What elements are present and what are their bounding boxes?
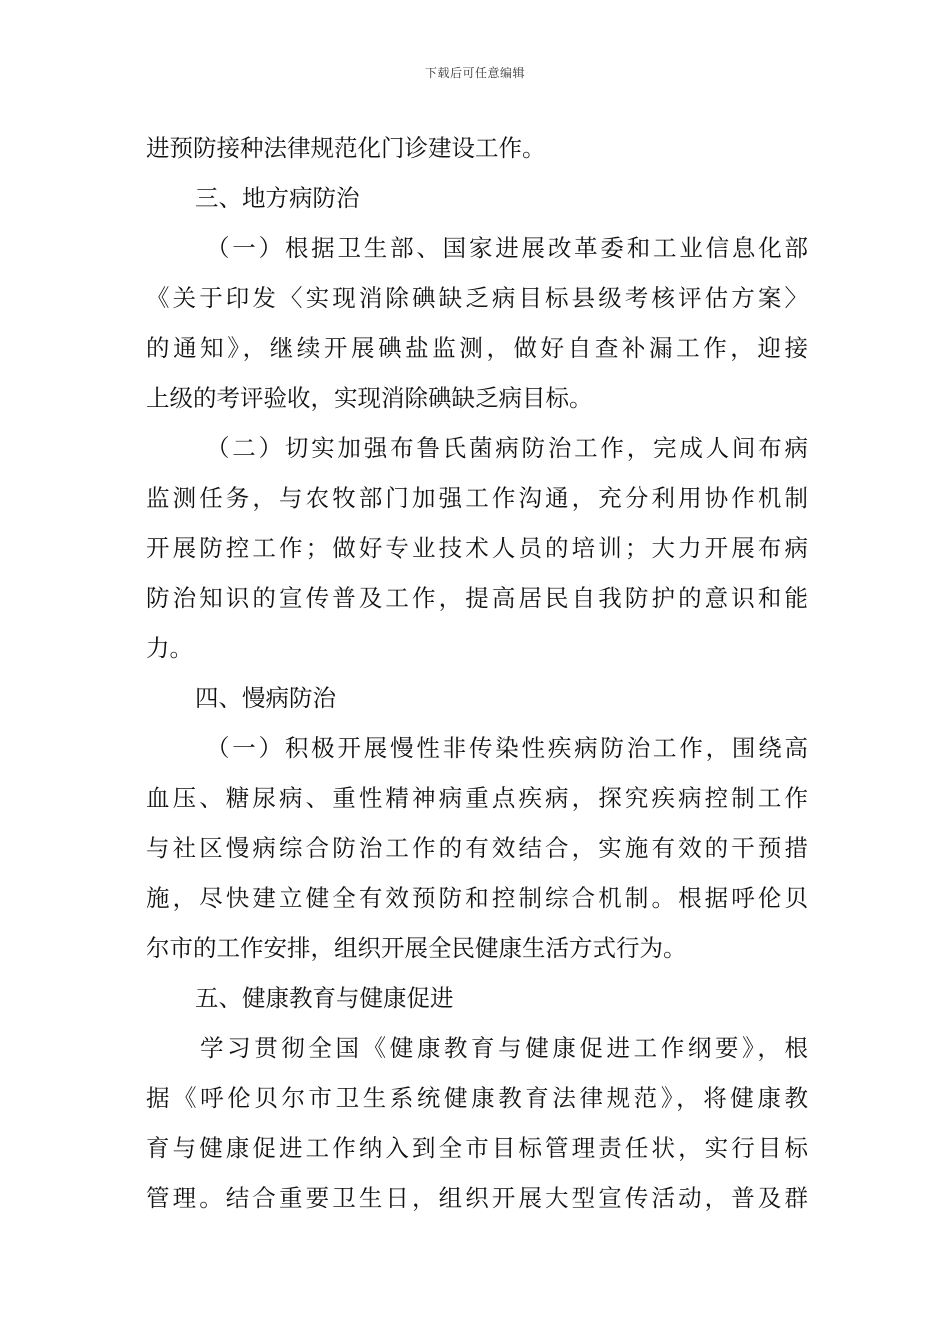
text-line: 血压、糖尿病、重性精神病重点疾病，探究疾病控制工作 xyxy=(146,784,808,812)
text-line: 监测任务，与农牧部门加强工作沟通，充分利用协作机制 xyxy=(146,484,808,512)
text-line: （一）积极开展慢性非传染性疾病防治工作，围绕高 xyxy=(206,734,808,762)
text-line: 管理。结合重要卫生日，组织开展大型宣传活动，普及群 xyxy=(146,1184,808,1212)
text-line: 育与健康促进工作纳入到全市目标管理责任状，实行目标 xyxy=(146,1134,808,1162)
text-line: 开展防控工作；做好专业技术人员的培训；大力开展布病 xyxy=(146,534,808,562)
text-line: 进预防接种法律规范化门诊建设工作。 xyxy=(146,134,546,162)
text-line: 学习贯彻全国《健康教育与健康促进工作纲要》，根 xyxy=(200,1034,808,1062)
section-heading-chronic-disease: 四、慢病防治 xyxy=(195,684,336,712)
text-line: 据《呼伦贝尔市卫生系统健康教育法律规范》，将健康教 xyxy=(146,1084,808,1112)
text-line: （一）根据卫生部、国家进展改革委和工业信息化部 xyxy=(206,234,808,262)
text-line: 上级的考评验收，实现消除碘缺乏病目标。 xyxy=(146,384,593,412)
text-line: （二）切实加强布鲁氏菌病防治工作，完成人间布病 xyxy=(206,434,808,462)
text-line: 防治知识的宣传普及工作，提高居民自我防护的意识和能 xyxy=(146,584,808,612)
text-line: 与社区慢病综合防治工作的有效结合，实施有效的干预措 xyxy=(146,834,808,862)
text-line: 力。 xyxy=(146,634,193,662)
text-line: 《关于印发〈实现消除碘缺乏病目标县级考核评估方案〉 xyxy=(146,284,808,312)
section-heading-health-education: 五、健康教育与健康促进 xyxy=(195,984,454,1012)
document-body xyxy=(146,123,808,1223)
text-line: 尔市的工作安排，组织开展全民健康生活方式行为。 xyxy=(146,934,687,962)
section-heading-local-disease: 三、地方病防治 xyxy=(195,184,360,212)
text-line: 的通知》，继续开展碘盐监测，做好自查补漏工作，迎接 xyxy=(146,334,808,362)
text-line: 施，尽快建立健全有效预防和控制综合机制。根据呼伦贝 xyxy=(146,884,808,912)
page-header: 下载后可任意编辑 xyxy=(424,66,525,80)
